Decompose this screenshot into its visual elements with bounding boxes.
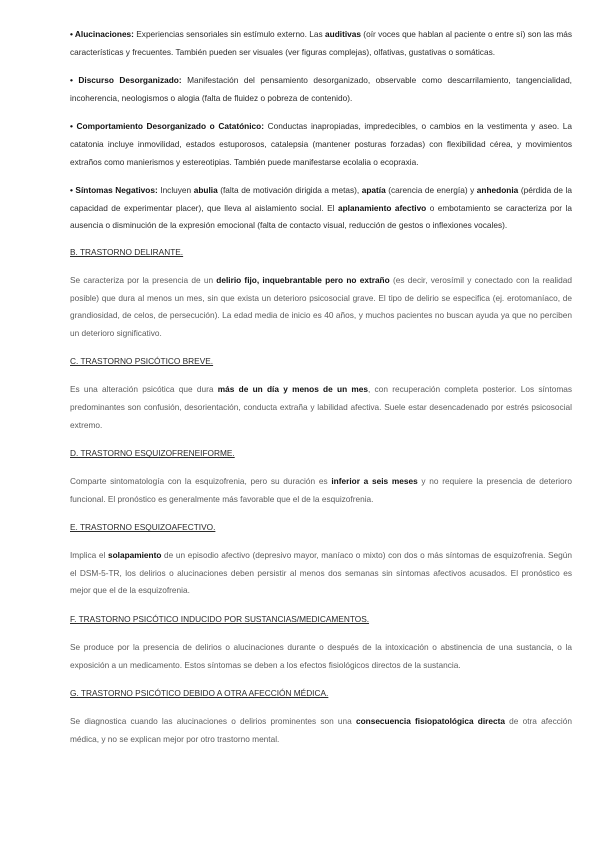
bullet-alucinaciones: • Alucinaciones: Experiencias sensoriales sin estímulo externo. Las auditivas (oír voces que hablan al paciente o entre sí) son las más características y frecuentes. También pueden ser visuales (ver figuras complejas), olfativas, gustativas o somáticas. xyxy=(70,29,573,57)
section-body-esquizoafectivo: Implica el solapamiento de un episodio afectivo (depresivo mayor, maníaco o mixto) con dos o más síntomas de esquizofrenia. Según el DSM-5-TR, los delirios o alucinaciones deben persistir al menos dos semanas sin síntomas afectivos acusados. El pronóstico es mejor que el de la esquizofrenia. xyxy=(70,550,572,596)
section-title-esquizoafectivo: E. TRASTORNO ESQUIZOAFECTIVO. xyxy=(70,522,216,533)
section-body-esquizofreniforme: Comparte sintomatología con la esquizofrenia, pero su duración es inferior a seis meses y no requiere la presencia de deterioro funcional. El pronóstico es generalmente más favorable que el de la esquizofrenia. xyxy=(70,476,572,504)
section-title-psicotico-breve: C. TRASTORNO PSICÓTICO BREVE. xyxy=(70,356,214,367)
bullet-lead: • Discurso Desorganizado: xyxy=(70,75,182,86)
bullet-comportamiento: • Comportamiento Desorganizado o Catatónico: Conductas inapropiadas, impredecibles, o cambios en la vestimenta y aseo. La catatonia incluye inmovilidad, estados estuporosos, catalepsia (mantener posturas forzadas) con flexibilidad cérea, y movimientos extraños como manierismos y estereotipias. También puede manifestarse ecolalia o ecopraxia. xyxy=(70,121,572,167)
bullet-lead: • Síntomas Negativos: xyxy=(70,185,158,196)
section-body-inducido-sustancias: Se produce por la presencia de delirios o alucinaciones durante o después de la intoxicación o abstinencia de una sustancia, o la exposición a un medicamento. Estos síntomas se deben a los efectos fisiológicos directos de la sustancia. xyxy=(70,642,572,670)
bullet-sintomas-negativos: • Síntomas Negativos: Incluyen abulia (falta de motivación dirigida a metas), apatía (carencia de energía) y anhedonia (pérdida de la capacidad de experimentar placer), que lleva al aislamiento social. El aplanamiento afectivo o embotamiento se caracteriza por la ausencia o disminución de la expresión emocional (falta de contacto visual, reducción de gestos o inflexiones vocales). xyxy=(70,185,573,231)
section-body-delirante: Se caracteriza por la presencia de un delirio fijo, inquebrantable pero no extraño (es decir, verosímil y conectado con la realidad posible) que dura al menos un mes, sin que exista un deterioro psicosocial grave. El tipo de delirio se especifica (ej. erotomaníaco, de grandiosidad, de celos, de persecución). La edad media de inicio es 40 años, y muchos pacientes no buscan ayuda ya que no perciben un deterioro significativo. xyxy=(70,274,572,338)
section-title-delirante: B. TRASTORNO DELIRANTE. xyxy=(70,246,184,257)
section-title-inducido-sustancias: F. TRASTORNO PSICÓTICO INDUCIDO POR SUSTANCIAS/MEDICAMENTOS. xyxy=(70,614,370,625)
bullet-discurso: • Discurso Desorganizado: Manifestación del pensamiento desorganizado, observable como descarrilamiento, tangencialidad, incoherencia, neologismos o alogia (falta de fluidez o pobreza de contenido). xyxy=(70,75,572,103)
section-body-psicotico-breve: Es una alteración psicótica que dura más de un día y menos de un mes, con recuperación completa posterior. Los síntomas predominantes son confusión, desorientación, conducta extraña y labilidad afectiva. Suele estar desencadenado por estrés psicosocial extremo. xyxy=(70,384,573,430)
section-title-esquizofreniforme: D. TRASTORNO ESQUIZOFRENEIFORME. xyxy=(70,448,235,459)
section-body-afeccion-medica: Se diagnostica cuando las alucinaciones o delirios prominentes son una consecuencia fisiopatológica directa de otra afección médica, y no se explican mejor por otro trastorno mental. xyxy=(70,716,572,744)
bullet-lead: • Alucinaciones: xyxy=(70,29,134,39)
bullet-lead: • Comportamiento Desorganizado o Catatónico: xyxy=(70,121,265,132)
section-title-afeccion-medica: G. TRASTORNO PSICÓTICO DEBIDO A OTRA AFECCIÓN MÉDICA. xyxy=(70,688,329,699)
